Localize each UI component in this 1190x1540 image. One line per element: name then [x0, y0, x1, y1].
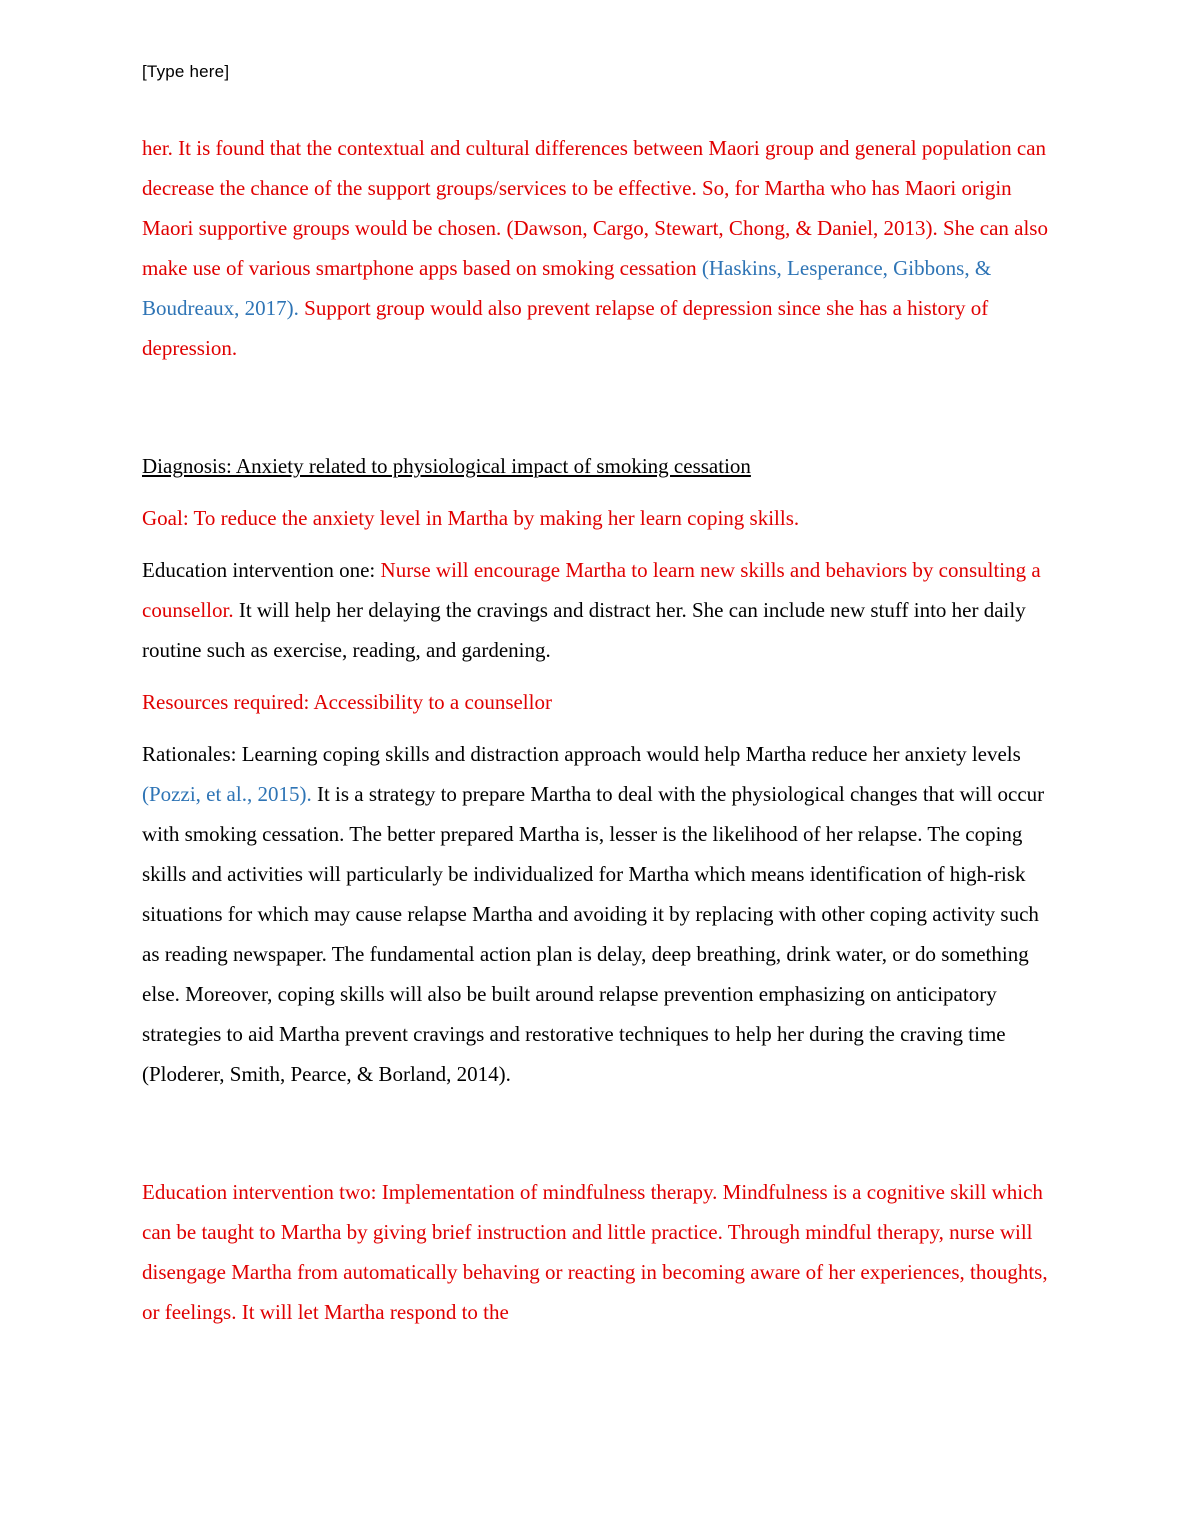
- paragraph-education-intervention-two: [142, 1172, 1048, 1332]
- paragraph-spacer: [142, 368, 1048, 446]
- text-run: Nurse will encourage Martha to learn new skills and behaviors by consulting a counsellor.: [142, 558, 1041, 622]
- text-run: It will help her delaying the cravings and distract her. She can include new stuff into her daily routine such as exercise, reading, and gardening.: [142, 598, 1026, 662]
- heading-diagnosis: [142, 446, 1048, 486]
- citation-haskins: (Haskins, Lesperance, Gibbons, & Boudreaux, 2017).: [142, 256, 992, 320]
- citation-pozzi: (Pozzi, et al., 2015).: [142, 782, 312, 806]
- paragraph-spacer: [142, 486, 1048, 498]
- header-placeholder[interactable]: [Type here]: [142, 62, 230, 81]
- heading-diagnosis-text: Diagnosis: Anxiety related to physiological impact of smoking cessation: [142, 454, 751, 478]
- paragraph-spacer: [142, 1094, 1048, 1172]
- text-run: Education intervention two: Implementation of mindfulness therapy. Mindfulness is a cognitive skill which can be taught to Martha by giving brief instruction and little practice. Through mindful therapy, nurse will disengage Martha from automatically behaving or reacting in becoming aware of her experiences, thoughts, or feelings. It will let Martha respond to the: [142, 1180, 1048, 1324]
- text-run: Support group would also prevent relapse of depression since she has a history of depression.: [142, 296, 989, 360]
- text-run: Rationales: Learning coping skills and distraction approach would help Martha reduce her anxiety levels: [142, 742, 1021, 766]
- text-run: It is a strategy to prepare Martha to deal with the physiological changes that will occur with smoking cessation. The better prepared Martha is, lesser is the likelihood of her relapse. The coping skills and activities will particularly be individualized for Martha which means identification of high-risk situations for which may cause relapse Martha and avoiding it by replacing with other coping activity such as reading newspaper. The fundamental action plan is delay, deep breathing, drink water, or do something else. Moreover, coping skills will also be built around relapse prevention emphasizing on anticipatory strategies to aid Martha prevent cravings and restorative techniques to help her during the craving time (Ploderer, Smith, Pearce, & Borland, 2014).: [142, 782, 1045, 1086]
- paragraph-rationales: [142, 734, 1048, 1094]
- goal-text: Goal: To reduce the anxiety level in Martha by making her learn coping skills.: [142, 506, 800, 530]
- paragraph-goal: [142, 498, 1048, 538]
- paragraph-spacer: [142, 670, 1048, 682]
- text-run: her. It is found that the contextual and cultural differences between Maori group and general population can decrease the chance of the support groups/services to be effective. So, for Martha who has Maori origin Maori supportive groups would be chosen. (Dawson, Cargo, Stewart, Chong, & Daniel, 2013). She can also make use of various smartphone apps based on smoking cessation: [142, 136, 1048, 280]
- text-run: Education intervention one:: [142, 558, 381, 582]
- paragraph-resources-required: [142, 682, 1048, 722]
- resources-text: Resources required: Accessibility to a counsellor: [142, 690, 552, 714]
- document-body: [142, 128, 1048, 1332]
- paragraph-intro-continued: [142, 128, 1048, 368]
- paragraph-education-intervention-one: [142, 550, 1048, 670]
- paragraph-spacer: [142, 722, 1048, 734]
- paragraph-spacer: [142, 538, 1048, 550]
